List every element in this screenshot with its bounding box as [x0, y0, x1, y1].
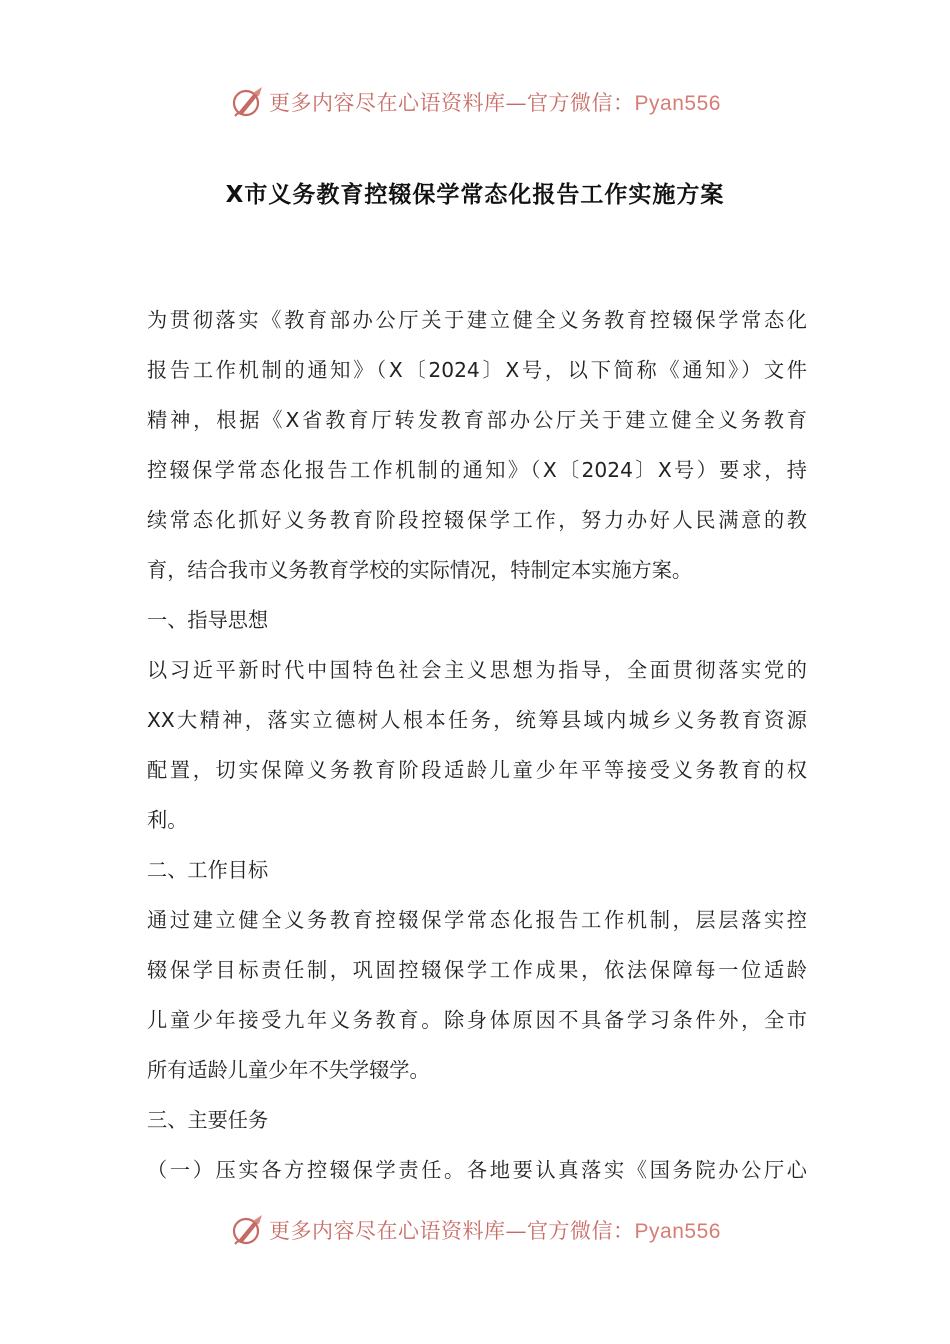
- body-line: （一）压实各方控辍保学责任。各地要认真落实《国务院办公厅心: [147, 1158, 807, 1182]
- watermark-wechat-id: Pyan556: [634, 1220, 721, 1243]
- header-watermark: [0, 82, 950, 122]
- body-line: 儿童少年接受九年义务教育。除身体原因不具备学习条件外，全市: [147, 1008, 807, 1032]
- body-line: 所有适龄儿童少年不失学辍学。: [147, 1058, 430, 1082]
- body-line: 续常态化抓好义务教育阶段控辍保学工作，努力办好人民满意的教: [147, 508, 807, 532]
- body-line: 利。: [147, 808, 188, 832]
- watermark-wechat-id: Pyan556: [634, 92, 721, 115]
- body-line: 通过建立健全义务教育控辍保学常态化报告工作机制，层层落实控: [147, 908, 807, 932]
- watermark-slogan: 更多内容尽在心语资料库—官方微信：: [269, 91, 635, 115]
- body-line: 精神，根据《X省教育厅转发教育部办公厅关于建立健全义务教育: [147, 408, 807, 432]
- body-line: 为贯彻落实《教育部办公厅关于建立健全义务教育控辍保学常态化: [147, 308, 807, 332]
- body-line: 育，结合我市义务教育学校的实际情况，特制定本实施方案。: [147, 558, 693, 582]
- document-title: X市义务教育控辍保学常态化报告工作实施方案: [225, 182, 725, 208]
- watermark-slogan: 更多内容尽在心语资料库—官方微信：: [269, 1219, 635, 1243]
- section-heading: 二、工作目标: [147, 858, 269, 882]
- body-line: 以习近平新时代中国特色社会主义思想为指导，全面贯彻落实党的: [147, 658, 807, 682]
- watermark-text: [269, 87, 721, 117]
- watermark-text: [269, 1215, 721, 1245]
- body-line: 控辍保学常态化报告工作机制的通知》（X〔2024〕X号）要求，持: [147, 458, 807, 482]
- body-line: XX大精神，落实立德树人根本任务，统筹县域内城乡义务教育资源: [147, 708, 807, 732]
- body-line: 配置，切实保障义务教育阶段适龄儿童少年平等接受义务教育的权: [147, 758, 807, 782]
- quill-pen-logo-icon: [229, 84, 265, 120]
- section-heading: 三、主要任务: [147, 1108, 269, 1132]
- quill-pen-logo-icon: [229, 1212, 265, 1248]
- document-body: [147, 295, 807, 1195]
- body-line: 辍保学目标责任制，巩固控辍保学工作成果，依法保障每一位适龄: [147, 958, 807, 982]
- section-heading: 一、指导思想: [147, 608, 269, 632]
- body-line: 报告工作机制的通知》（X〔2024〕X号，以下简称《通知》）文件: [147, 358, 807, 382]
- footer-watermark: [0, 1210, 950, 1250]
